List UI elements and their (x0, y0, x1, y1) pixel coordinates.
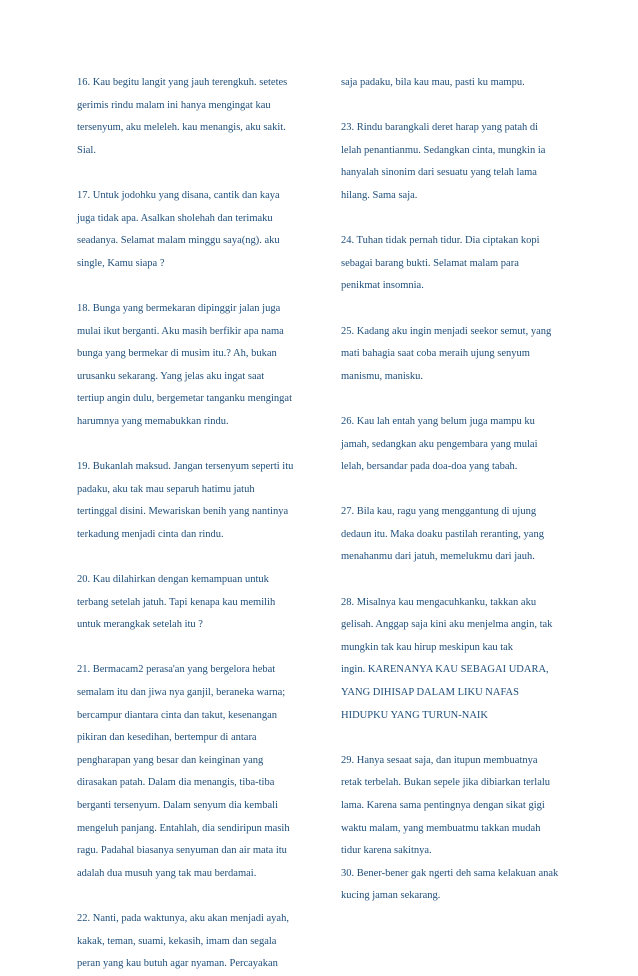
paragraph-16 (77, 72, 315, 162)
paragraph-28 (341, 592, 581, 728)
paragraph-spacer (77, 162, 315, 185)
text-line: 27. Bila kau, ragu yang menggantung di ujung (341, 506, 537, 518)
text-line: semalam itu dan jiwa nya ganjil, beraneka warna; (77, 687, 286, 699)
paragraph-spacer (341, 208, 581, 231)
text-line: 23. Rindu barangkali deret harap yang patah di (341, 122, 539, 134)
paragraph-spacer (77, 434, 315, 457)
paragraph-22 (77, 908, 315, 976)
text-line: 21. Bermacam2 perasa'an yang bergelora hebat (77, 664, 276, 676)
paragraph-spacer (341, 727, 581, 750)
text-line: hilang. Sama saja. (341, 189, 418, 201)
text-line: 16. Kau begitu langit yang jauh terengkuh. setetes (77, 77, 288, 88)
paragraph-30 (341, 863, 581, 908)
text-line: lelah penantianmu. Sedangkan cinta, mungkin ia (341, 144, 546, 156)
text-line: lama. Karena sama pentingnya dengan sikat gigi (341, 800, 545, 811)
paragraph-spacer (77, 637, 315, 660)
paragraph-18 (77, 298, 315, 434)
text-line: mengeluh panjang. Entahlah, dia sendiripun masih (77, 822, 290, 834)
text-line: Sial. (77, 144, 96, 156)
paragraph-23 (341, 117, 581, 207)
paragraph-20 (77, 569, 315, 637)
text-line: peran yang kau butuh agar nyaman. Percayakan (77, 958, 278, 970)
text-line: tersenyum, aku meleleh. kau menangis, aku sakit. (77, 122, 286, 134)
paragraph-27 (341, 501, 581, 569)
text-line: mati bahagia saat coba meraih ujung senyum (341, 348, 530, 360)
text-line: 22. Nanti, pada waktunya, aku akan menjadi ayah, (77, 912, 289, 924)
text-line: adalah dua musuh yang tak mau berdamai. (77, 867, 257, 879)
paragraph-19 (77, 456, 315, 546)
text-line: 26. Kau lah entah yang belum juga mampu ku (341, 415, 535, 427)
text-line: kakak, teman, suami, kekasih, imam dan segala (77, 935, 277, 947)
text-line: 19. Bukanlah maksud. Jangan tersenyum seperti itu (77, 461, 294, 473)
text-line: urusanku sekarang. Yang jelas aku ingat saat (77, 370, 265, 382)
text-line: tidur karena sakitnya. (341, 845, 432, 857)
text-line: HIDUPKU YANG TURUN-NAIK (341, 709, 488, 721)
left-column (77, 72, 315, 976)
paragraph-spacer (77, 275, 315, 298)
paragraph-spacer (341, 95, 581, 118)
text-line: single, Kamu siapa ? (77, 257, 165, 269)
text-line: dedaun itu. Maka doaku pastilah reranting, yang (341, 528, 544, 540)
text-line: padaku, aku tak mau separuh hatimu jatuh (77, 483, 255, 495)
paragraph-25 (341, 321, 581, 389)
text-line: seadanya. Selamat malam minggu saya(ng). aku (77, 235, 280, 247)
text-line: berganti tersenyum. Dalam senyum dia kembali (77, 800, 279, 811)
text-line: tertiup angin dulu, bergemetar tanganku mengingat (77, 393, 292, 405)
paragraph-17 (77, 185, 315, 275)
paragraph-26 (341, 411, 581, 479)
text-line: sebagai barang bukti. Selamat malam para (341, 257, 519, 269)
paragraph-29 (341, 750, 581, 863)
text-line: menahanmu dari jatuh, memelukmu dari jauh. (341, 551, 535, 563)
text-line: hanyalah sinonim dari sesuatu yang telah lama (341, 167, 537, 179)
paragraph-22-cont (341, 72, 581, 95)
text-line: retak terbelah. Bukan sepele jika dibiarkan terlalu (341, 777, 551, 789)
text-line: tertinggal disini. Mewariskan benih yang nantinya (77, 506, 289, 518)
text-line: 20. Kau dilahirkan dengan kemampuan untuk (77, 574, 269, 586)
text-line: penikmat insomnia. (341, 280, 424, 292)
text-line: 30. Bener-bener gak ngerti deh sama kelakuan anak (341, 867, 559, 879)
text-line: 17. Untuk jodohku yang disana, cantik dan kaya (77, 189, 280, 201)
paragraph-spacer (341, 569, 581, 592)
paragraph-24 (341, 230, 581, 298)
text-line: mulai ikut berganti. Aku masih berfikir apa nama (77, 325, 284, 337)
text-line: 18. Bunga yang bermekaran dipinggir jalan juga (77, 302, 281, 314)
right-column (341, 72, 581, 908)
text-line: manismu, manisku. (341, 370, 423, 382)
text-line: harumnya yang memabukkan rindu. (77, 415, 229, 427)
text-line: bercampur diantara cinta dan takut, kesenangan (77, 709, 277, 721)
text-line: dirasakan patah. Dalam dia menangis, tiba-tiba (77, 777, 275, 789)
text-line: waktu malam, yang membuatmu takkan mudah (341, 822, 541, 834)
text-line: 24. Tuhan tidak pernah tidur. Dia ciptakan kopi (341, 235, 540, 247)
paragraph-spacer (341, 298, 581, 321)
paragraph-spacer (341, 388, 581, 411)
text-line: gelisah. Anggap saja kini aku menjelma angin, tak (341, 619, 553, 631)
text-line: pengharapan yang besar dan keinginan yang (77, 754, 264, 766)
text-line: 28. Misalnya kau mengacuhkanku, takkan aku (341, 596, 537, 608)
text-line: saja padaku, bila kau mau, pasti ku mampu. (341, 77, 525, 88)
text-line: untuk merangkak setelah itu ? (77, 619, 203, 631)
text-line: jamah, sedangkan aku pengembara yang mulai (341, 438, 538, 450)
text-line: pikiran dan kesedihan, bertempur di antara (77, 732, 257, 744)
text-line: juga tidak apa. Asalkan sholehah dan terimaku (77, 212, 273, 224)
text-line: 29. Hanya sesaat saja, dan itupun membuatnya (341, 754, 538, 766)
text-line: mungkin tak kau hirup meskipun kau tak (341, 641, 514, 653)
text-line: lelah, bersandar pada doa-doa yang tabah. (341, 461, 518, 473)
paragraph-spacer (341, 479, 581, 502)
paragraph-21 (77, 659, 315, 885)
text-line: ingin. KARENANYA KAU SEBAGAI UDARA, (341, 664, 549, 676)
text-line: gerimis rindu malam ini hanya mengingat kau (77, 99, 271, 111)
text-line: YANG DIHISAP DALAM LIKU NAFAS (341, 687, 519, 699)
text-line: bunga yang bermekar di musim itu.? Ah, bukan (77, 348, 277, 360)
text-line: ragu. Padahal biasanya senyuman dan air mata itu (77, 845, 287, 857)
paragraph-spacer (77, 546, 315, 569)
text-line: 25. Kadang aku ingin menjadi seekor semut, yang (341, 325, 552, 337)
paragraph-spacer (77, 885, 315, 908)
text-line: terkadung menjadi cinta dan rindu. (77, 528, 224, 540)
text-line: terbang setelah jatuh. Tapi kenapa kau memilih (77, 596, 276, 608)
text-line: kucing jaman sekarang. (341, 890, 441, 902)
